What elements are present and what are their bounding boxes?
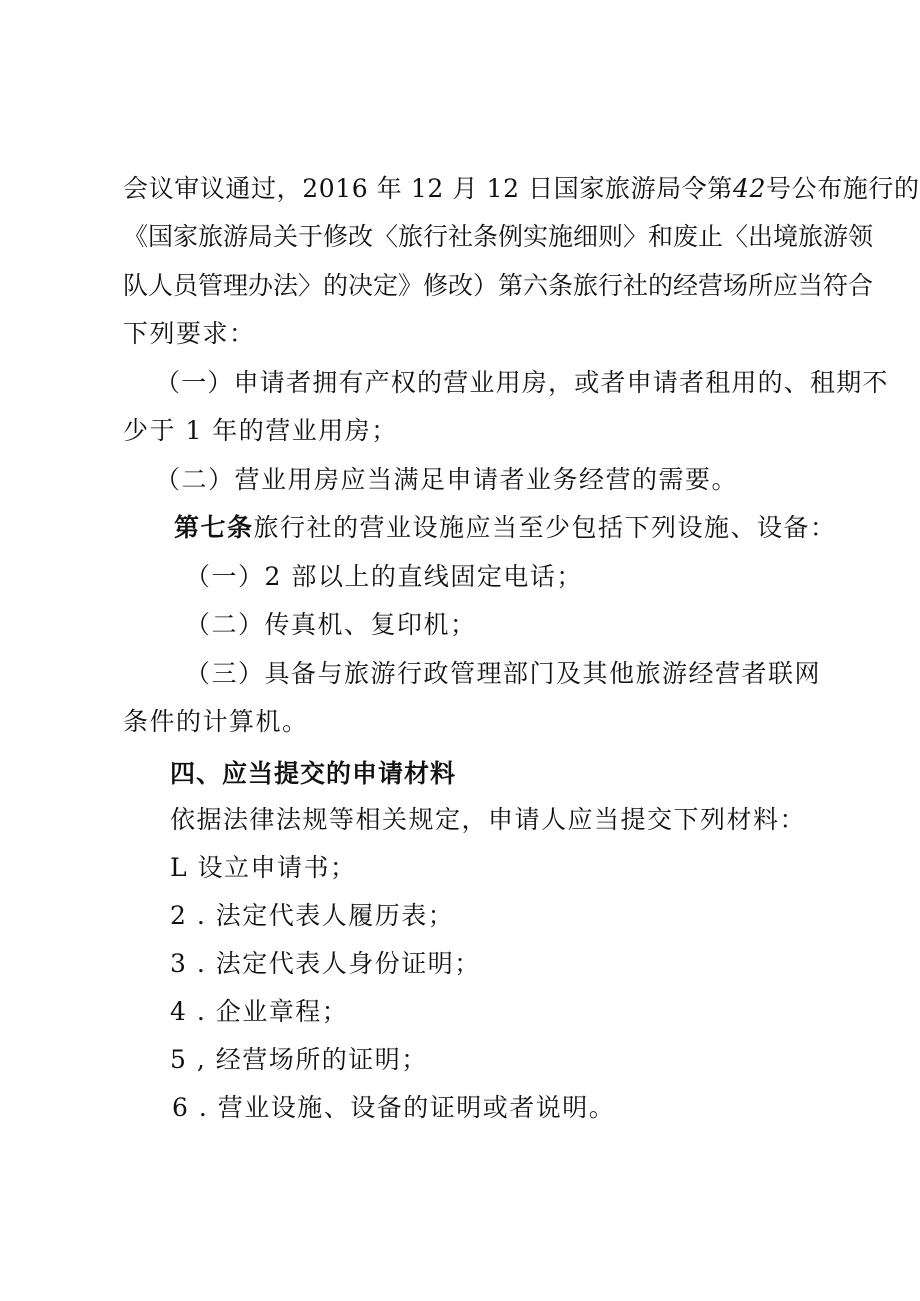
paragraph-line-4: 下列要求： xyxy=(123,319,256,348)
facility-item-3: （三）具备与旅游行政管理部门及其他旅游经营者联网 xyxy=(185,659,822,688)
material-item: 6 . 营业设施、设备的证明或者说明。 xyxy=(172,1093,616,1122)
paragraph-line-1 xyxy=(123,172,920,206)
article-7-label: 第七条 xyxy=(174,513,254,542)
facility-item-2: （二）传真机、复印机； xyxy=(185,610,477,639)
material-item: 2 . 法定代表人履历表； xyxy=(170,901,455,930)
text-span: 会议审议通过，2016 年 12 月 12 日国家旅游局令第 xyxy=(123,174,733,203)
article-7 xyxy=(174,511,837,545)
facility-item-1: （一）2 部以上的直线固定电话； xyxy=(185,562,583,591)
section-heading: 四、应当提交的申请材料 xyxy=(170,759,457,788)
article-7-text: 旅行社的营业设施应当至少包括下列设施、设备： xyxy=(253,513,837,542)
decree-number: 42 xyxy=(732,174,766,203)
requirement-item-2: （二）营业用房应当满足申请者业务经营的需要。 xyxy=(155,465,739,494)
material-item: 4 . 企业章程； xyxy=(170,997,349,1026)
section-intro: 依据法律法规等相关规定，申请人应当提交下列材料： xyxy=(170,805,807,834)
requirement-item-1-cont: 少于 1 年的营业用房； xyxy=(123,416,398,445)
paragraph-line-3: 队人员管理办法〉的决定》修改）第六条旅行社的经营场所应当符合 xyxy=(123,271,874,300)
facility-item-3-cont: 条件的计算机。 xyxy=(123,707,309,736)
material-item: 5 , 经营场所的证明； xyxy=(170,1045,428,1074)
material-item: L 设立申请书； xyxy=(170,853,357,882)
requirement-item-1: （一）申请者拥有产权的营业用房，或者申请者租用的、租期不 xyxy=(155,368,889,397)
paragraph-line-2: 《国家旅游局关于修改〈旅行社条例实施细则〉和废止〈出境旅游领 xyxy=(123,222,874,251)
text-span: 号公布施行的 xyxy=(766,174,920,203)
material-item: 3 . 法定代表人身份证明； xyxy=(170,949,481,978)
